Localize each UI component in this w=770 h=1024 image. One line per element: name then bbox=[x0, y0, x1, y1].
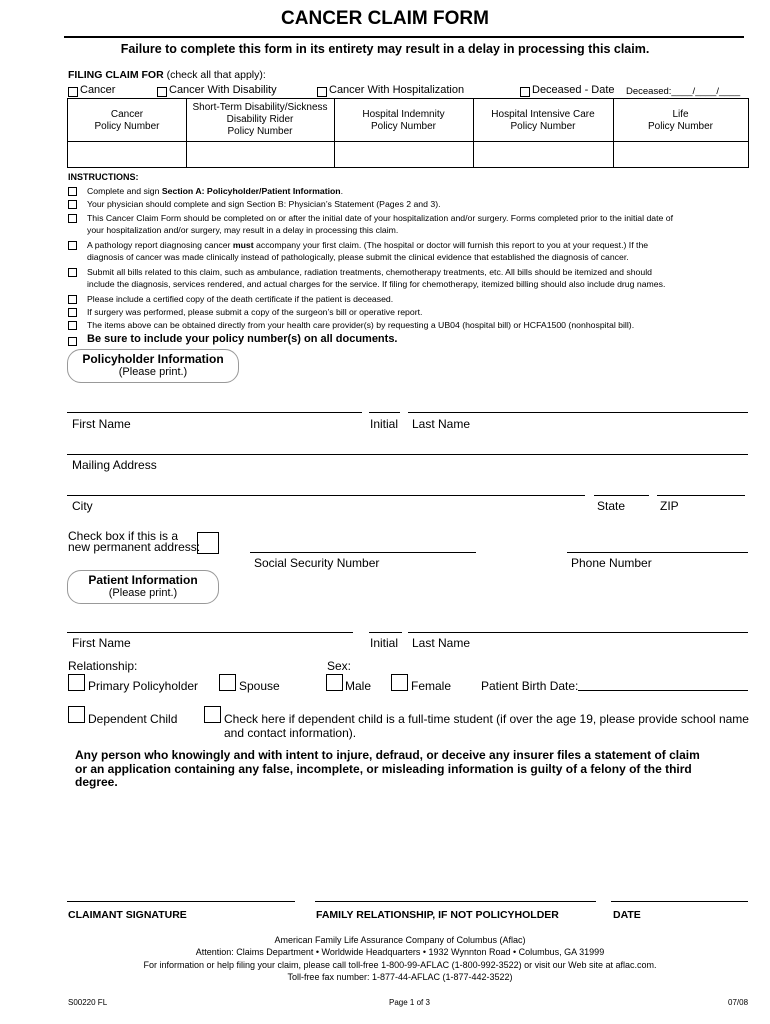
instruction-item: Your physician should complete and sign Section B: Physician’s Statement (Pages 2 and 3). bbox=[87, 199, 441, 209]
hospital-indemnity-policy-number-field[interactable] bbox=[335, 142, 473, 167]
form-subtitle: Failure to complete this form in its entirety may result in a delay in processing this claim. bbox=[120, 42, 650, 56]
female-checkbox[interactable] bbox=[391, 674, 408, 691]
life-policy-header: Life Policy Number bbox=[647, 109, 714, 132]
life-policy-number-field[interactable] bbox=[614, 142, 748, 167]
date-label: DATE bbox=[613, 909, 641, 921]
patient-info-tab bbox=[67, 570, 219, 604]
ssn-line[interactable] bbox=[250, 552, 476, 553]
phone-line[interactable] bbox=[567, 552, 748, 553]
first-name-line[interactable] bbox=[67, 412, 362, 413]
patient-initial-line[interactable] bbox=[369, 632, 402, 633]
form-code: S00220 FL bbox=[68, 998, 108, 1007]
instruction-checkbox[interactable] bbox=[68, 200, 77, 209]
patient-info-subtitle: (Please print.) bbox=[108, 587, 178, 599]
state-line[interactable] bbox=[594, 495, 649, 496]
new-address-checkbox[interactable] bbox=[197, 532, 219, 554]
phone-label: Phone Number bbox=[571, 556, 652, 570]
company-footer: American Family Life Assurance Company of Columbus (Aflac) Attention: Claims Department • Worldwide Headquarters • 1932 Wynnton Road • Columbus, GA 31999 For information or help filing your claim, please call toll-free 1-800-99-AFLAC (1-800-992-3522) or visit our Web site at aflac.com. Toll-free fax number: 1-877-44-AFLAC (1-877-442-3522) bbox=[143, 935, 657, 982]
cancer-option-label: Cancer bbox=[80, 84, 116, 96]
filing-claim-label: FILING CLAIM FOR (check all that apply): bbox=[68, 69, 266, 81]
primary-policyholder-checkbox[interactable] bbox=[68, 674, 85, 691]
sex-label: Sex: bbox=[327, 659, 352, 673]
policyholder-info-tab bbox=[67, 349, 239, 383]
instruction-item: If surgery was performed, please submit a copy of the surgeon’s bill or operative report. bbox=[87, 307, 423, 317]
city-label: City bbox=[72, 499, 93, 513]
instruction-checkbox[interactable] bbox=[68, 268, 77, 277]
instruction-checkbox[interactable] bbox=[68, 321, 77, 330]
instruction-checkbox[interactable] bbox=[68, 295, 77, 304]
cancer-policy-number-field[interactable] bbox=[68, 142, 186, 167]
birth-date-line[interactable] bbox=[578, 690, 748, 691]
last-name-label: Last Name bbox=[412, 417, 471, 431]
zip-line[interactable] bbox=[657, 495, 745, 496]
patient-first-name-line[interactable] bbox=[67, 632, 353, 633]
claimant-signature-line[interactable] bbox=[67, 901, 295, 902]
instruction-checkbox[interactable] bbox=[68, 241, 77, 250]
family-relationship-line[interactable] bbox=[315, 901, 596, 902]
zip-label: ZIP bbox=[660, 499, 679, 513]
patient-last-name-line[interactable] bbox=[408, 632, 748, 633]
disability-policy-header: Short-Term Disability/Sickness Disability Rider Policy Number bbox=[192, 102, 328, 137]
instruction-item: Please include a certified copy of the death certificate if the patient is deceased. bbox=[87, 294, 394, 304]
claimant-signature-label: CLAIMANT SIGNATURE bbox=[68, 909, 187, 921]
fraud-warning: Any person who knowingly and with intent to injure, defraud, or deceive any insurer files a statement of claim or an application containing any false, incomplete, or misleading information is guilty of a felony of the third degree. bbox=[75, 748, 700, 789]
female-label: Female bbox=[411, 679, 452, 693]
policyholder-info-title: Policyholder Information bbox=[82, 352, 224, 366]
cancer-disability-label: Cancer With Disability bbox=[169, 84, 277, 96]
date-line[interactable] bbox=[611, 901, 748, 902]
instructions-heading: INSTRUCTIONS: bbox=[68, 172, 139, 182]
patient-last-name-label: Last Name bbox=[412, 636, 471, 650]
patient-first-name-label: First Name bbox=[72, 636, 131, 650]
male-checkbox[interactable] bbox=[326, 674, 343, 691]
deceased-checkbox[interactable] bbox=[520, 87, 530, 97]
patient-info-title: Patient Information bbox=[88, 573, 198, 587]
cancer-hospitalization-checkbox[interactable] bbox=[317, 87, 327, 97]
deceased-date-field[interactable]: Deceased:____/____/____ bbox=[626, 86, 741, 97]
full-time-student-checkbox[interactable] bbox=[204, 706, 221, 723]
policy-number-table bbox=[67, 98, 749, 168]
spouse-label: Spouse bbox=[239, 679, 280, 693]
hospital-indemnity-policy-header: Hospital Indemnity Policy Number bbox=[362, 109, 445, 132]
initial-label: Initial bbox=[370, 417, 399, 431]
primary-policyholder-label: Primary Policyholder bbox=[88, 679, 199, 693]
deceased-label: Deceased - Date bbox=[532, 84, 615, 96]
cancer-hospitalization-label: Cancer With Hospitalization bbox=[329, 84, 465, 96]
cancer-disability-checkbox[interactable] bbox=[157, 87, 167, 97]
intensive-care-policy-header: Hospital Intensive Care Policy Number bbox=[491, 109, 595, 132]
revision-date: 07/08 bbox=[728, 998, 749, 1007]
ssn-label: Social Security Number bbox=[254, 556, 380, 570]
initial-line[interactable] bbox=[369, 412, 400, 413]
instruction-checkbox[interactable] bbox=[68, 308, 77, 317]
policyholder-info-subtitle: (Please print.) bbox=[118, 366, 188, 378]
intensive-care-policy-number-field[interactable] bbox=[474, 142, 613, 167]
instruction-item: A pathology report diagnosing cancer must accompany your first claim. (The hospital or doctor will furnish this report to you at your request.) If the diagnosis of cancer was made clinically instead of pathologically, please submit the clinical evidence that established the diagnosis of cancer. bbox=[87, 240, 649, 262]
male-label: Male bbox=[345, 679, 372, 693]
dependent-child-label: Dependent Child bbox=[88, 712, 178, 726]
form-title: CANCER CLAIM FORM bbox=[281, 8, 489, 29]
full-time-student-label: Check here if dependent child is a full-time student (if over the age 19, please provide school name and contact information). bbox=[224, 712, 749, 740]
spouse-checkbox[interactable] bbox=[219, 674, 236, 691]
family-relationship-label: FAMILY RELATIONSHIP, IF NOT POLICYHOLDER bbox=[316, 909, 559, 921]
instruction-checkbox[interactable] bbox=[68, 214, 77, 223]
relationship-label: Relationship: bbox=[68, 659, 138, 673]
birth-date-label: Patient Birth Date: bbox=[481, 679, 579, 693]
city-line[interactable] bbox=[67, 495, 585, 496]
mailing-address-line[interactable] bbox=[67, 454, 748, 455]
dependent-child-checkbox[interactable] bbox=[68, 706, 85, 723]
mailing-address-label: Mailing Address bbox=[72, 458, 157, 472]
last-name-line[interactable] bbox=[408, 412, 748, 413]
state-label: State bbox=[597, 499, 626, 513]
instruction-checkbox[interactable] bbox=[68, 187, 77, 196]
instruction-item: Submit all bills related to this claim, such as ambulance, radiation treatments, chemotherapy treatments, etc. All bills should be itemized and should include the diagnosis, services rendered, and actual charges for the service. If filing for chemotherapy, itemized billing should also include drug names. bbox=[87, 267, 666, 289]
new-address-label: Check box if this is a new permanent address: bbox=[68, 529, 201, 554]
instruction-item: Complete and sign Section A: Policyholder/Patient Information. bbox=[87, 186, 344, 196]
cancer-checkbox[interactable] bbox=[68, 87, 78, 97]
include-policy-number-note: Be sure to include your policy number(s) on all documents. bbox=[87, 333, 398, 345]
instruction-checkbox[interactable] bbox=[68, 337, 77, 346]
cancer-policy-header: Cancer Policy Number bbox=[94, 109, 160, 132]
instruction-item: This Cancer Claim Form should be completed on or after the initial date of your hospitalization and/or surgery. Forms completed prior to the initial date of your hospitalization and/or surgery, may result in a delay in processing this claim. bbox=[87, 213, 674, 235]
page-number: Page 1 of 3 bbox=[389, 998, 430, 1007]
disability-policy-number-field[interactable] bbox=[187, 142, 334, 167]
instruction-item: The items above can be obtained directly from your health care provider(s) by requesting a UB04 (hospital bill) or HCFA1500 (nonhospital bill). bbox=[87, 320, 635, 330]
patient-initial-label: Initial bbox=[370, 636, 399, 650]
first-name-label: First Name bbox=[72, 417, 131, 431]
title-rule bbox=[64, 36, 744, 38]
